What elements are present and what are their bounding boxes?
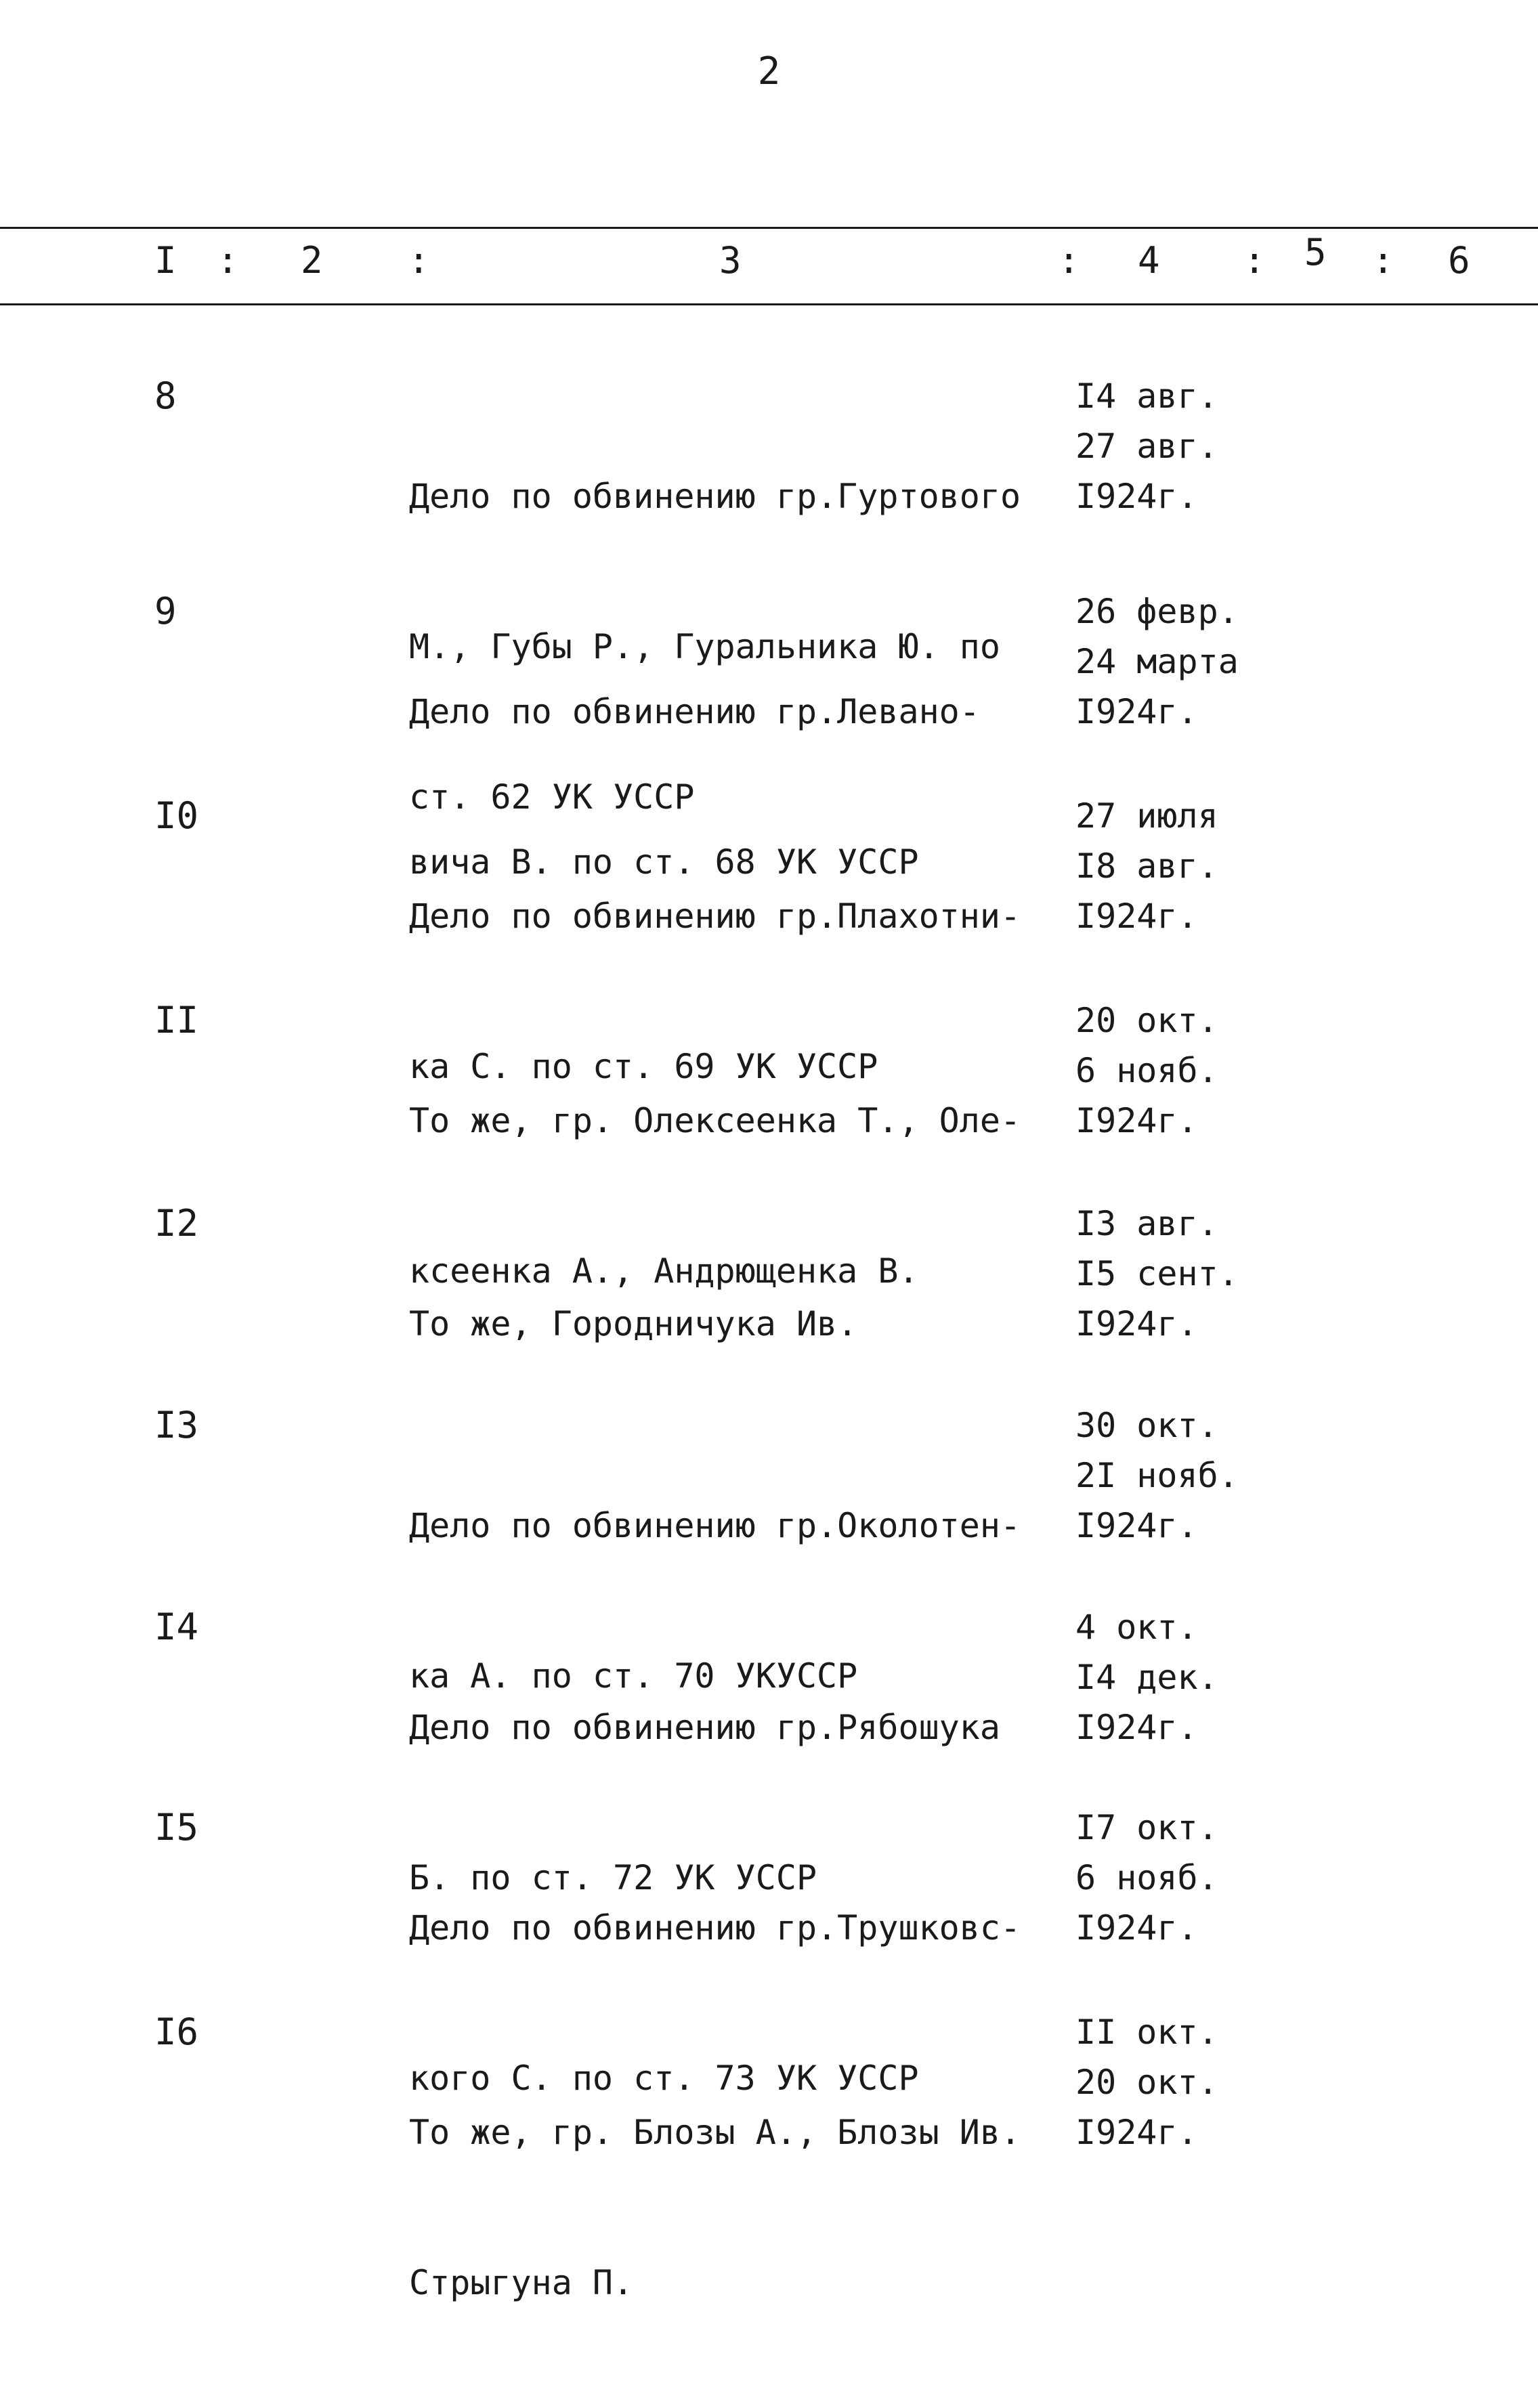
- description-line: ст. 62 УК УССР: [409, 777, 695, 817]
- description-line: Дело по обвинению гр.Левано-: [409, 692, 980, 731]
- column-header-1: I: [154, 239, 177, 282]
- header-rule-bottom: [0, 303, 1538, 305]
- description-line: Дело по обвинению гр.Трушковс-: [409, 1908, 1021, 1948]
- date-year: I924г.: [1075, 1101, 1198, 1140]
- date-year: I924г.: [1075, 1506, 1198, 1545]
- description-line: То же, Городничука Ив.: [409, 1304, 858, 1343]
- entry-number: I3: [154, 1404, 199, 1446]
- entry-description: [409, 2007, 1059, 2408]
- column-header-4: 4: [1138, 239, 1160, 282]
- description-line: вича В. по ст. 68 УК УССР: [409, 842, 919, 882]
- entry-number: 8: [154, 374, 177, 417]
- date-year: I924г.: [1075, 1708, 1198, 1747]
- entry-number: II: [154, 999, 199, 1041]
- description-line: То же, гр. Олексеенка Т., Оле-: [409, 1101, 1021, 1140]
- date-start: I4 авг.: [1075, 377, 1218, 416]
- date-end: 2I нояб.: [1075, 1456, 1239, 1495]
- date-start: 20 окт.: [1075, 1001, 1218, 1040]
- description-line: Б. по ст. 72 УК УССР: [409, 1858, 817, 1897]
- date-year: I924г.: [1075, 477, 1198, 516]
- date-end: 6 нояб.: [1075, 1051, 1218, 1090]
- description-line: Стрыгуна П.: [409, 2263, 634, 2302]
- page-number: 2: [757, 49, 781, 93]
- description-line: ксеенка А., Андрющенка В.: [409, 1251, 919, 1291]
- date-year: I924г.: [1075, 2113, 1198, 2152]
- description-line: ка А. по ст. 70 УКУССР: [409, 1656, 858, 1696]
- description-line: Дело по обвинению гр.Рябошука: [409, 1708, 1000, 1747]
- date-end: I5 сент.: [1075, 1254, 1239, 1293]
- column-header-5: 5: [1304, 231, 1327, 274]
- entry-dates: [1075, 995, 1360, 1146]
- date-year: I924г.: [1075, 1908, 1198, 1948]
- entry-dates: [1075, 1803, 1360, 1953]
- description-line: ка С. по ст. 69 УК УССР: [409, 1047, 878, 1086]
- description-line: М., Губы Р., Гуральника Ю. по: [409, 627, 1000, 666]
- entry-dates: [1075, 1602, 1360, 1753]
- description-line: кого С. по ст. 73 УК УССР: [409, 2059, 919, 2098]
- date-end: 20 окт.: [1075, 2063, 1218, 2102]
- column-separator: :: [1372, 239, 1394, 282]
- column-header-2: 2: [301, 239, 323, 282]
- column-separator: :: [217, 239, 239, 282]
- column-separator: :: [1243, 239, 1266, 282]
- date-end: 27 авг.: [1075, 427, 1218, 466]
- description-line: Дело по обвинению гр.Плахотни-: [409, 897, 1021, 936]
- entry-number: I6: [154, 2011, 199, 2053]
- date-start: 30 окт.: [1075, 1406, 1218, 1445]
- entry-number: I5: [154, 1806, 199, 1849]
- date-end: 6 нояб.: [1075, 1858, 1218, 1897]
- column-header-3: 3: [719, 239, 742, 282]
- date-end: 24 марта: [1075, 642, 1239, 681]
- date-start: II окт.: [1075, 2013, 1218, 2052]
- entry-number: I4: [154, 1606, 199, 1648]
- table-row: [0, 2007, 1538, 2302]
- header-rule-top: [0, 227, 1538, 229]
- entry-number: 9: [154, 590, 177, 632]
- date-end: I8 авг.: [1075, 846, 1218, 886]
- date-end: I4 дек.: [1075, 1658, 1218, 1697]
- column-separator: :: [408, 239, 430, 282]
- date-start: 27 июля: [1075, 796, 1218, 836]
- entry-dates: [1075, 371, 1360, 521]
- entry-dates: [1075, 2007, 1360, 2157]
- date-start: I7 окт.: [1075, 1808, 1218, 1847]
- date-year: I924г.: [1075, 1304, 1198, 1343]
- column-separator: :: [1058, 239, 1080, 282]
- description-line: Дело по обвинению гр.Околотен-: [409, 1506, 1021, 1545]
- entry-dates: [1075, 586, 1360, 737]
- entry-dates: [1075, 791, 1360, 941]
- date-year: I924г.: [1075, 897, 1198, 936]
- entry-number: I2: [154, 1202, 199, 1245]
- date-start: I3 авг.: [1075, 1204, 1218, 1243]
- entry-number: I0: [154, 794, 199, 837]
- date-start: 26 февр.: [1075, 592, 1239, 631]
- entry-dates: [1075, 1400, 1360, 1551]
- description-line: Дело по обвинению гр.Гуртового: [409, 477, 1021, 516]
- date-start: 4 окт.: [1075, 1608, 1198, 1647]
- description-line: То же, гр. Блозы А., Блозы Ив.: [409, 2113, 1021, 2152]
- date-year: I924г.: [1075, 692, 1198, 731]
- table-row: [0, 1199, 1538, 1361]
- entry-dates: [1075, 1199, 1360, 1349]
- column-header-6: 6: [1448, 239, 1470, 282]
